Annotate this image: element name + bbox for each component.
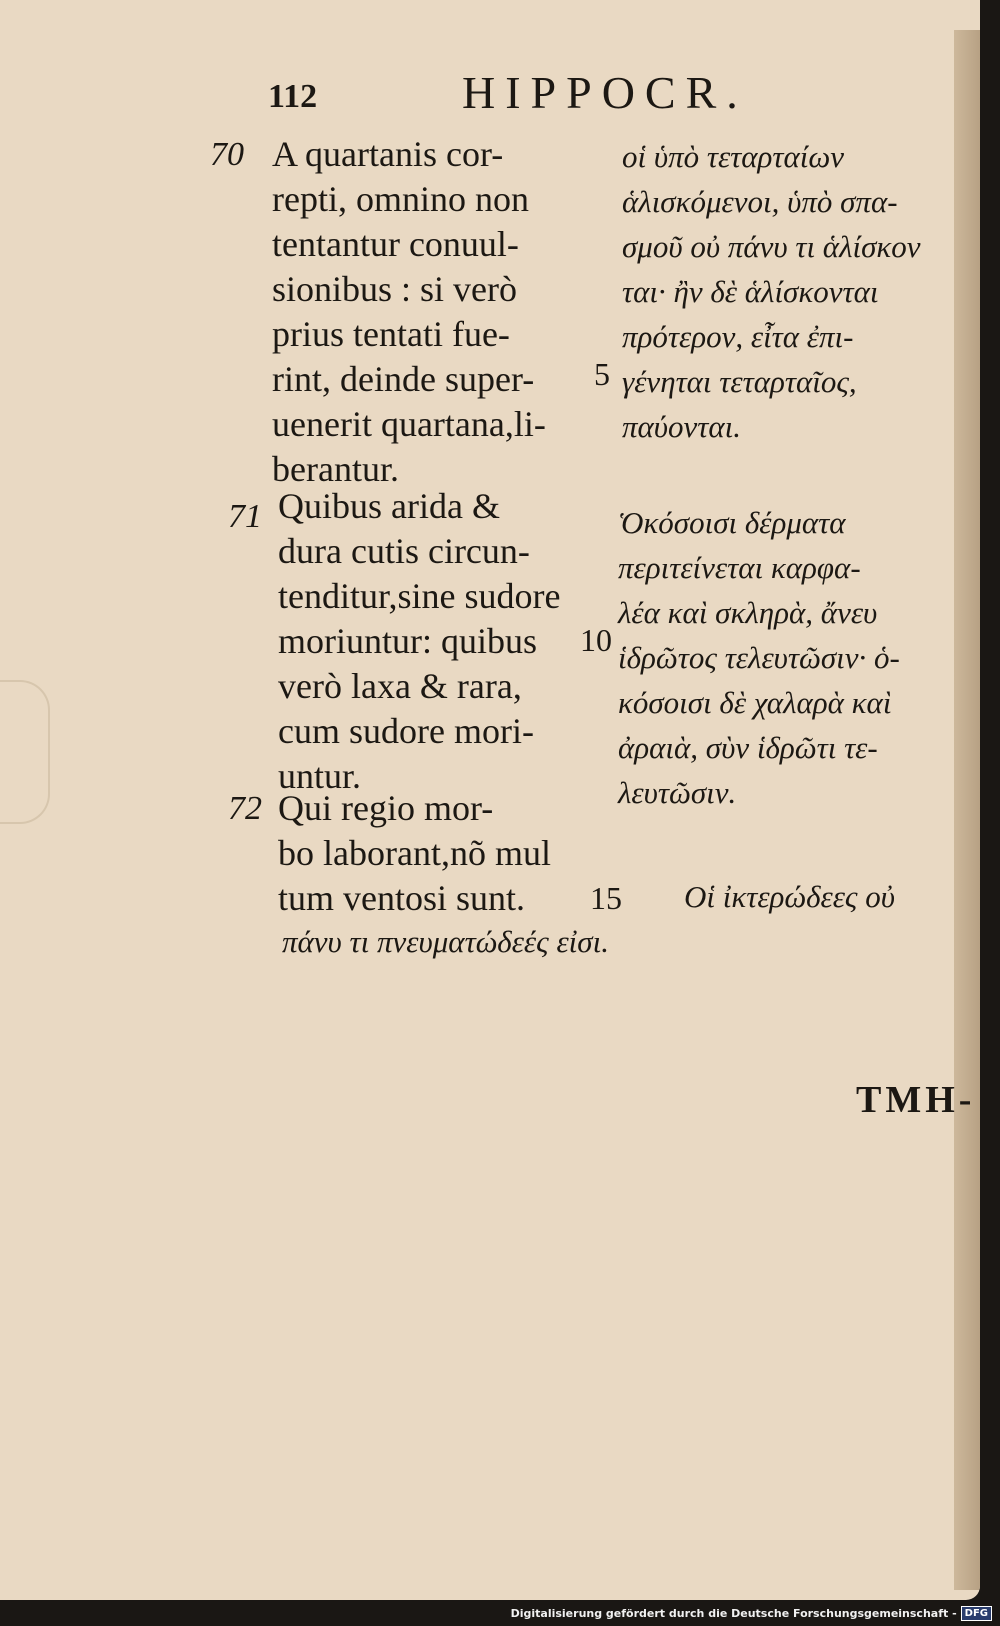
page-edge: [954, 30, 980, 1590]
catchword: TMH-: [856, 1079, 976, 1121]
footer-text: Digitalisierung gefördert durch die Deutsche Forschungsgemeinschaft -: [510, 1607, 957, 1620]
line-number-10: 10: [580, 622, 612, 658]
page-tab-outline: [0, 680, 50, 824]
aphorism-70-greek: οἱ ὑπὸ τεταρταίων ἁλισκόμενοι, ὑπὸ σπα- σμοῦ οὐ πάνυ τι ἁλίσκον ται· ἢν δὲ ἁλίσκονται πρότερον, εἶτα ἐπι- γένηται τεταρταῖος, παύονται.: [622, 139, 921, 444]
aphorism-70-latin: A quartanis cor- repti, omnino non tentantur conuul- sionibus : si verò prius tentati fue- rint, deinde super- uenerit quartana,li- berantur.: [272, 134, 546, 489]
dfg-logo: DFG: [961, 1606, 992, 1621]
aphorism-71-latin: Quibus arida & dura cutis circun- tenditur,sine sudore moriuntur: quibus verò laxa & rara, cum sudore mori- untur.: [278, 486, 561, 796]
running-title: HIPPOCR.: [462, 67, 748, 118]
line-number-15: 15: [590, 880, 622, 916]
aphorism-number-72: 72: [228, 790, 262, 827]
aphorism-number-71: 71: [228, 498, 262, 535]
page-number: 112: [268, 78, 318, 115]
aphorism-71-greek: Ὁκόσοισι δέρματα περιτείνεται καρφα- λέα καὶ σκληρὰ, ἄνευ ἱδρῶτος τελευτῶσιν· ὁ- κόσοισι δὲ χαλαρὰ καὶ ἀραιὰ, σὺν ἱδρῶτι τε- λευτῶσιν.: [618, 505, 900, 810]
digitization-footer: [511, 1606, 992, 1621]
aphorism-number-70: 70: [210, 136, 244, 173]
aphorism-72-latin: Qui regio mor- bo laborant,nõ mul tum ventosi sunt.: [278, 788, 551, 918]
aphorism-72-greek: Οἱ ἰκτερώδεες οὐ πάνυ τι πνευματώδεές εἰσι.: [282, 879, 895, 959]
line-number-5: 5: [594, 356, 610, 392]
